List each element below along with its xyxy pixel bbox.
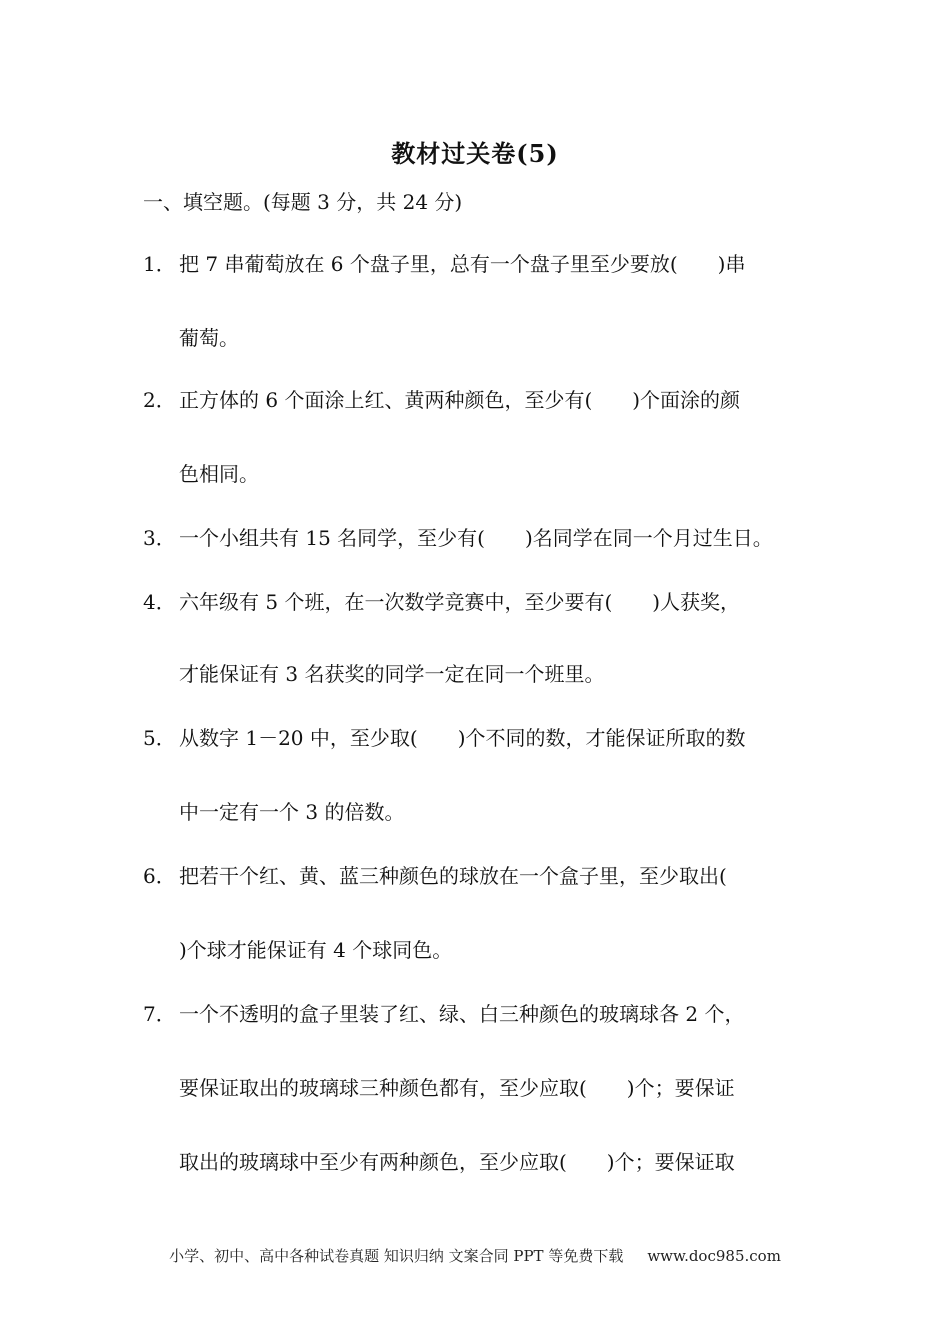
- question-text: 葡萄。: [179, 326, 239, 350]
- page-footer: [0, 1245, 950, 1266]
- question-text: 一个不透明的盒子里装了红、绿、白三种颜色的玻璃球各 2 个，: [179, 1002, 745, 1026]
- question-text: 把若干个红、黄、蓝三种颜色的球放在一个盒子里，至少取出(: [179, 864, 727, 888]
- question-text: 从数字 1－20 中，至少取( )个不同的数，才能保证所取的数: [179, 726, 746, 750]
- question-number: 6．: [143, 864, 176, 888]
- page-title: 教材过关卷(5): [391, 139, 559, 168]
- question-number: 2．: [143, 388, 176, 412]
- question-text: 一个小组共有 15 名同学，至少有( )名同学在同一个月过生日。: [179, 526, 773, 550]
- footer-site-link[interactable]: www.doc985.com: [647, 1247, 781, 1265]
- footer-text: 小学、初中、高中各种试卷真题 知识归纳 文案合同 PPT 等免费下载: [169, 1247, 624, 1265]
- question-text: 要保证取出的玻璃球三种颜色都有，至少应取( )个；要保证: [179, 1076, 735, 1100]
- question-number: 3．: [143, 526, 176, 550]
- question-text: )个球才能保证有 4 个球同色。: [179, 938, 453, 962]
- section-heading: 一、填空题。(每题 3 分，共 24 分): [143, 190, 463, 214]
- question-text: 把 7 串葡萄放在 6 个盘子里，总有一个盘子里至少要放( )串: [179, 252, 746, 276]
- question-text: 取出的玻璃球中至少有两种颜色，至少应取( )个；要保证取: [179, 1150, 735, 1174]
- question-number: 5．: [143, 726, 176, 750]
- question-text: 中一定有一个 3 的倍数。: [179, 800, 405, 824]
- question-number: 1．: [143, 252, 176, 276]
- question-text: 六年级有 5 个班，在一次数学竞赛中，至少要有( )人获奖，: [179, 590, 741, 614]
- question-number: 4．: [143, 590, 176, 614]
- question-number: 7．: [143, 1002, 176, 1026]
- question-text: 色相同。: [179, 462, 259, 486]
- question-text: 才能保证有 3 名获奖的同学一定在同一个班里。: [179, 662, 605, 686]
- question-text: 正方体的 6 个面涂上红、黄两种颜色，至少有( )个面涂的颜: [179, 388, 741, 412]
